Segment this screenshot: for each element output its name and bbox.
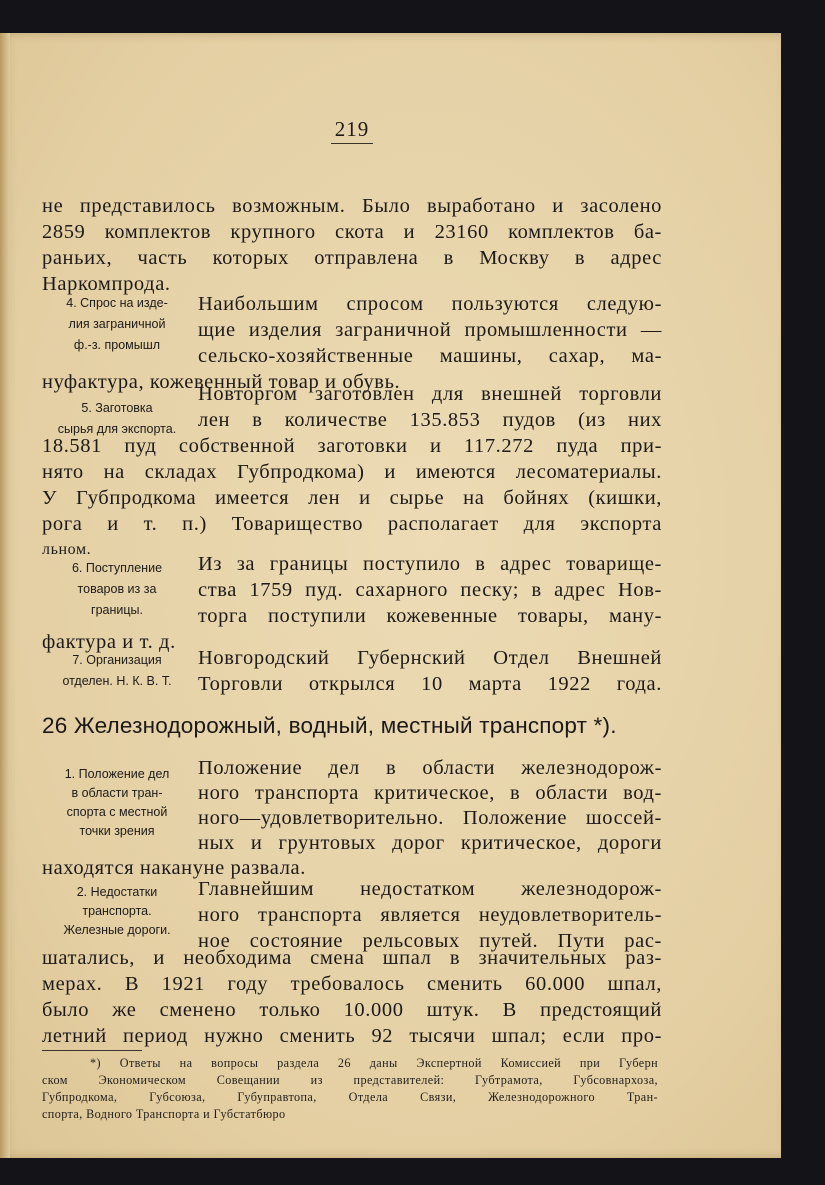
margin-note-transport-1: 1. Положение дел в области тран- спорта с местной точки зрения <box>64 767 170 838</box>
transport-1-indented: Положение дел в области железнодорож- ного транспорта критическое, в области вод- ного—удовлетворительно. Положение шоссей- ных и грунтовых дорог критическое, дороги <box>198 757 662 854</box>
section-6-indented: Из за границы поступило в адрес товарище- ства 1759 пуд. сахарного песку; в адрес Нов- торга поступили кожевенные товары, ману- <box>198 553 662 627</box>
transport-2-full: шатались, и необходима смена шпал в значительных раз- мерах. В 1921 году требовалось сменить 60.000 шпал, было же сменено только 10.000 штук. В предстоящий летний период нужно сменить 92 тысячи шпал; если про- <box>42 947 662 1047</box>
page-binding-edge <box>0 33 10 1158</box>
scanner-background-bottom <box>0 1155 825 1185</box>
text-line: раньих, часть которых отправлена в Москву в адрес <box>42 247 662 269</box>
section-4-full: нуфактура, кожевенный товар и обувь. <box>42 371 401 393</box>
text-line: 2859 комплектов крупного скота и 23160 комплектов ба- <box>42 221 662 243</box>
margin-note-5: 5. Заготовка сырья для экспорта. <box>57 401 177 436</box>
section-heading: 26 Железнодорожный, водный, местный транспорт *). <box>42 713 617 738</box>
margin-note-4: 4. Спрос на изде- лия заграничной ф.-з. промышл <box>66 296 168 352</box>
footnote: *) Ответы на вопросы раздела 26 даны Экспертной Комиссией при Губерн ском Экономическом Совещании из представителей: Губтрамота, Губсовнархоза, Губпродкома, Губсоюза, Губуправтопа, Отдела Связи, Железнодорожного Тран- спорта, Водного Транспорта и Губстатбюро <box>42 1056 658 1121</box>
section-4-indented: Наибольшим спросом пользуются следую- щие изделия заграничной промышленности — сельско-хозяйственные машины, сахар, ма- <box>198 293 662 367</box>
transport-1-full: находятся накануне развала. <box>42 857 306 879</box>
margin-note-6: 6. Поступление товаров из за границы. <box>71 561 163 617</box>
margin-note-transport-2: 2. Недостатки транспорта. Железные дороги. <box>63 885 171 937</box>
section-5-full: 18.581 пуд собственной заготовки и 117.272 пуда при- нято на складах Губпродкома) и имеются лесоматериалы. У Губпродкома имеется лен и сырье на бойнях (кишки, рога и т. п.) Товарищество располагает для экспорта льном. <box>42 435 662 558</box>
text-line: не представилось возможным. Было выработано и засолено <box>42 195 662 217</box>
page-number: 219 <box>42 117 662 142</box>
section-6-full: фактура и т. д. <box>42 631 176 653</box>
section-7-indented: Новгородский Губернский Отдел Внешней Торговли открылся 10 марта 1922 года. <box>198 647 662 695</box>
section-5-indented: Новторгом заготовлен для внешней торговли лен в количестве 135.853 пудов (из них <box>198 383 662 431</box>
text-line: Наркомпрода. <box>42 273 171 295</box>
footnote-rule <box>42 1050 142 1051</box>
margin-note-7: 7. Организация отделен. Н. К. В. Т. <box>62 653 172 688</box>
intro-paragraph <box>42 193 662 297</box>
scanner-background-right <box>781 0 825 1185</box>
transport-2-indented: Главнейшим недостатком железнодорож- ного транспорта является неудовлетворитель- ное состояние рельсовых путей. Пути рас- <box>198 878 662 952</box>
book-page <box>0 33 781 1158</box>
scanner-background-top <box>0 0 825 36</box>
